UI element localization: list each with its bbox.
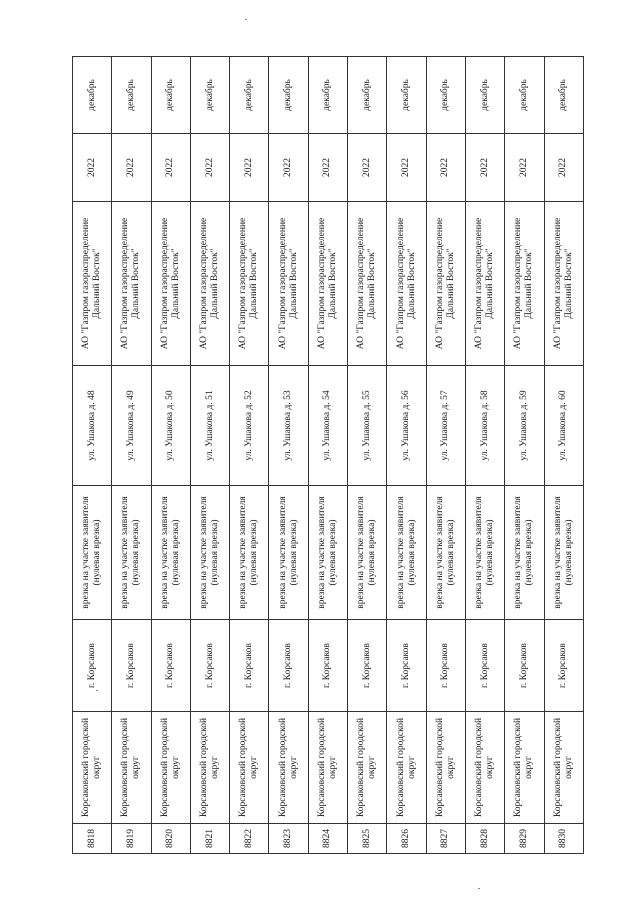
month-cell: декабрь <box>151 57 190 134</box>
year-cell: 2022 <box>73 134 112 202</box>
organization-cell: АО "Газпром газораспределение Дальний Восток" <box>230 202 269 366</box>
table-row <box>151 57 190 854</box>
table-body <box>73 57 584 854</box>
work-type-cell: врезка на участке заявителя (нулевая врезка) <box>230 486 269 620</box>
municipality-cell: Корсаковский городской округ <box>190 712 229 824</box>
table-row <box>387 57 426 854</box>
locality-cell: г. Корсаков <box>348 620 387 712</box>
row-number-cell: 8826 <box>387 824 426 854</box>
row-number-cell: 8829 <box>505 824 544 854</box>
organization-cell: АО "Газпром газораспределение Дальний Восток" <box>112 202 151 366</box>
organization-cell: АО "Газпром газораспределение Дальний Восток" <box>544 202 583 366</box>
table-row <box>426 57 465 854</box>
municipality-cell: Корсаковский городской округ <box>505 712 544 824</box>
locality-cell: г. Корсаков <box>387 620 426 712</box>
municipality-cell: Корсаковский городской округ <box>387 712 426 824</box>
row-number-cell: 8820 <box>151 824 190 854</box>
year-cell: 2022 <box>505 134 544 202</box>
organization-cell: АО "Газпром газораспределение Дальний Восток" <box>151 202 190 366</box>
address-cell: ул. Ушакова д. 60 <box>544 366 583 486</box>
organization-cell: АО "Газпром газораспределение Дальний Восток" <box>348 202 387 366</box>
address-cell: ул. Ушакова д. 53 <box>269 366 308 486</box>
row-number-cell: 8819 <box>112 824 151 854</box>
municipality-cell: Корсаковский городской округ <box>73 712 112 824</box>
work-type-cell: врезка на участке заявителя (нулевая врезка) <box>112 486 151 620</box>
year-cell: 2022 <box>426 134 465 202</box>
year-cell: 2022 <box>269 134 308 202</box>
table-row <box>544 57 583 854</box>
table-row <box>348 57 387 854</box>
municipality-cell: Корсаковский городской округ <box>230 712 269 824</box>
month-cell: декабрь <box>308 57 347 134</box>
work-type-cell: врезка на участке заявителя (нулевая врезка) <box>308 486 347 620</box>
month-cell: декабрь <box>190 57 229 134</box>
address-cell: ул. Ушакова д. 56 <box>387 366 426 486</box>
table-row <box>308 57 347 854</box>
address-cell: ул. Ушакова д. 58 <box>465 366 504 486</box>
month-cell: декабрь <box>112 57 151 134</box>
year-cell: 2022 <box>387 134 426 202</box>
year-cell: 2022 <box>348 134 387 202</box>
locality-cell: г. Корсаков <box>426 620 465 712</box>
rotated-table-wrapper <box>72 57 583 854</box>
address-cell: ул. Ушакова д. 50 <box>151 366 190 486</box>
table-row <box>230 57 269 854</box>
month-cell: декабрь <box>387 57 426 134</box>
row-number-cell: 8821 <box>190 824 229 854</box>
month-cell: декабрь <box>426 57 465 134</box>
locality-cell: г. Корсаков <box>112 620 151 712</box>
table-row <box>73 57 112 854</box>
year-cell: 2022 <box>190 134 229 202</box>
work-type-cell: врезка на участке заявителя (нулевая врезка) <box>426 486 465 620</box>
address-cell: ул. Ушакова д. 54 <box>308 366 347 486</box>
month-cell: декабрь <box>269 57 308 134</box>
work-type-cell: врезка на участке заявителя (нулевая врезка) <box>151 486 190 620</box>
work-type-cell: врезка на участке заявителя (нулевая врезка) <box>387 486 426 620</box>
gas-connection-table <box>72 56 584 854</box>
address-cell: ул. Ушакова д. 51 <box>190 366 229 486</box>
table-row <box>505 57 544 854</box>
address-cell: ул. Ушакова д. 48 <box>73 366 112 486</box>
year-cell: 2022 <box>151 134 190 202</box>
locality-cell: г. Корсаков <box>151 620 190 712</box>
organization-cell: АО "Газпром газораспределение Дальний Восток" <box>73 202 112 366</box>
locality-cell: г. Корсаков <box>308 620 347 712</box>
year-cell: 2022 <box>465 134 504 202</box>
municipality-cell: Корсаковский городской округ <box>544 712 583 824</box>
address-cell: ул. Ушакова д. 52 <box>230 366 269 486</box>
month-cell: декабрь <box>73 57 112 134</box>
locality-cell: г. Корсаков <box>230 620 269 712</box>
year-cell: 2022 <box>544 134 583 202</box>
month-cell: декабрь <box>465 57 504 134</box>
municipality-cell: Корсаковский городской округ <box>308 712 347 824</box>
table-row <box>112 57 151 854</box>
work-type-cell: врезка на участке заявителя (нулевая врезка) <box>348 486 387 620</box>
work-type-cell: врезка на участке заявителя (нулевая врезка) <box>73 486 112 620</box>
address-cell: ул. Ушакова д. 49 <box>112 366 151 486</box>
organization-cell: АО "Газпром газораспределение Дальний Восток" <box>308 202 347 366</box>
municipality-cell: Корсаковский городской округ <box>151 712 190 824</box>
organization-cell: АО "Газпром газораспределение Дальний Восток" <box>426 202 465 366</box>
address-cell: ул. Ушакова д. 57 <box>426 366 465 486</box>
address-cell: ул. Ушакова д. 59 <box>505 366 544 486</box>
organization-cell: АО "Газпром газораспределение Дальний Восток" <box>387 202 426 366</box>
locality-cell: г. Корсаков <box>505 620 544 712</box>
table-row <box>465 57 504 854</box>
year-cell: 2022 <box>230 134 269 202</box>
row-number-cell: 8823 <box>269 824 308 854</box>
locality-cell: г. Корсаков <box>269 620 308 712</box>
municipality-cell: Корсаковский городской округ <box>269 712 308 824</box>
year-cell: 2022 <box>112 134 151 202</box>
row-number-cell: 8828 <box>465 824 504 854</box>
row-number-cell: 8824 <box>308 824 347 854</box>
work-type-cell: врезка на участке заявителя (нулевая врезка) <box>465 486 504 620</box>
organization-cell: АО "Газпром газораспределение Дальний Восток" <box>505 202 544 366</box>
municipality-cell: Корсаковский городской округ <box>465 712 504 824</box>
organization-cell: АО "Газпром газораспределение Дальний Восток" <box>190 202 229 366</box>
row-number-cell: 8818 <box>73 824 112 854</box>
locality-cell: г. Корсаков <box>190 620 229 712</box>
month-cell: декабрь <box>544 57 583 134</box>
locality-cell: г. Корсаков <box>544 620 583 712</box>
month-cell: декабрь <box>230 57 269 134</box>
year-cell: 2022 <box>308 134 347 202</box>
row-number-cell: 8827 <box>426 824 465 854</box>
table-row <box>269 57 308 854</box>
work-type-cell: врезка на участке заявителя (нулевая врезка) <box>544 486 583 620</box>
month-cell: декабрь <box>348 57 387 134</box>
work-type-cell: врезка на участке заявителя (нулевая врезка) <box>190 486 229 620</box>
organization-cell: АО "Газпром газораспределение Дальний Восток" <box>465 202 504 366</box>
organization-cell: АО "Газпром газораспределение Дальний Восток" <box>269 202 308 366</box>
row-number-cell: 8822 <box>230 824 269 854</box>
scan-speck <box>245 19 247 20</box>
locality-cell: г. Корсаков <box>73 620 112 712</box>
work-type-cell: врезка на участке заявителя (нулевая врезка) <box>269 486 308 620</box>
work-type-cell: врезка на участке заявителя (нулевая врезка) <box>505 486 544 620</box>
row-number-cell: 8825 <box>348 824 387 854</box>
municipality-cell: Корсаковский городской округ <box>348 712 387 824</box>
municipality-cell: Корсаковский городской округ <box>426 712 465 824</box>
month-cell: декабрь <box>505 57 544 134</box>
municipality-cell: Корсаковский городской округ <box>112 712 151 824</box>
table-row <box>190 57 229 854</box>
scan-speck <box>478 888 480 889</box>
address-cell: ул. Ушакова д. 55 <box>348 366 387 486</box>
locality-cell: г. Корсаков <box>465 620 504 712</box>
row-number-cell: 8830 <box>544 824 583 854</box>
